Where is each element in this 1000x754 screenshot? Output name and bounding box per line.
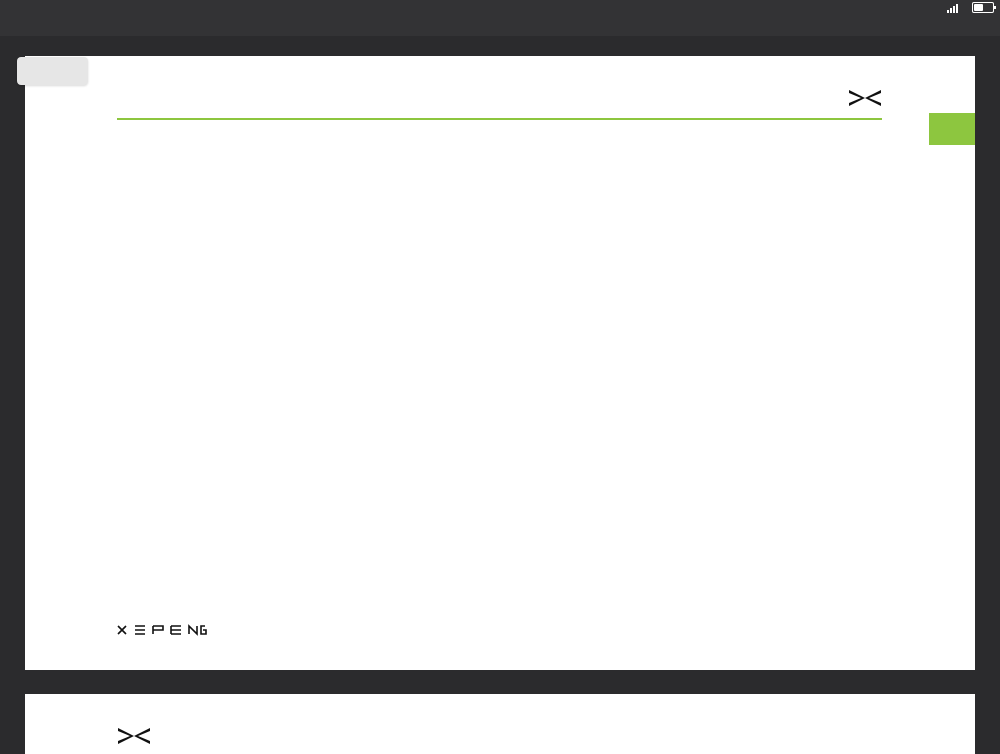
cellular-signal-icon xyxy=(947,3,958,13)
status-bar xyxy=(0,0,1000,36)
xpeng-x-logo-icon xyxy=(117,726,151,746)
xpeng-x-logo-icon xyxy=(848,88,882,108)
status-time-date xyxy=(6,2,13,15)
page-counter xyxy=(17,57,88,85)
document-page xyxy=(25,56,975,670)
title-underline xyxy=(117,118,882,120)
next-document-page xyxy=(25,694,975,754)
battery-icon xyxy=(972,2,994,13)
xpeng-wordmark-logo xyxy=(117,624,207,636)
chapter-side-tab[interactable] xyxy=(929,113,975,145)
status-indicators xyxy=(947,2,994,13)
